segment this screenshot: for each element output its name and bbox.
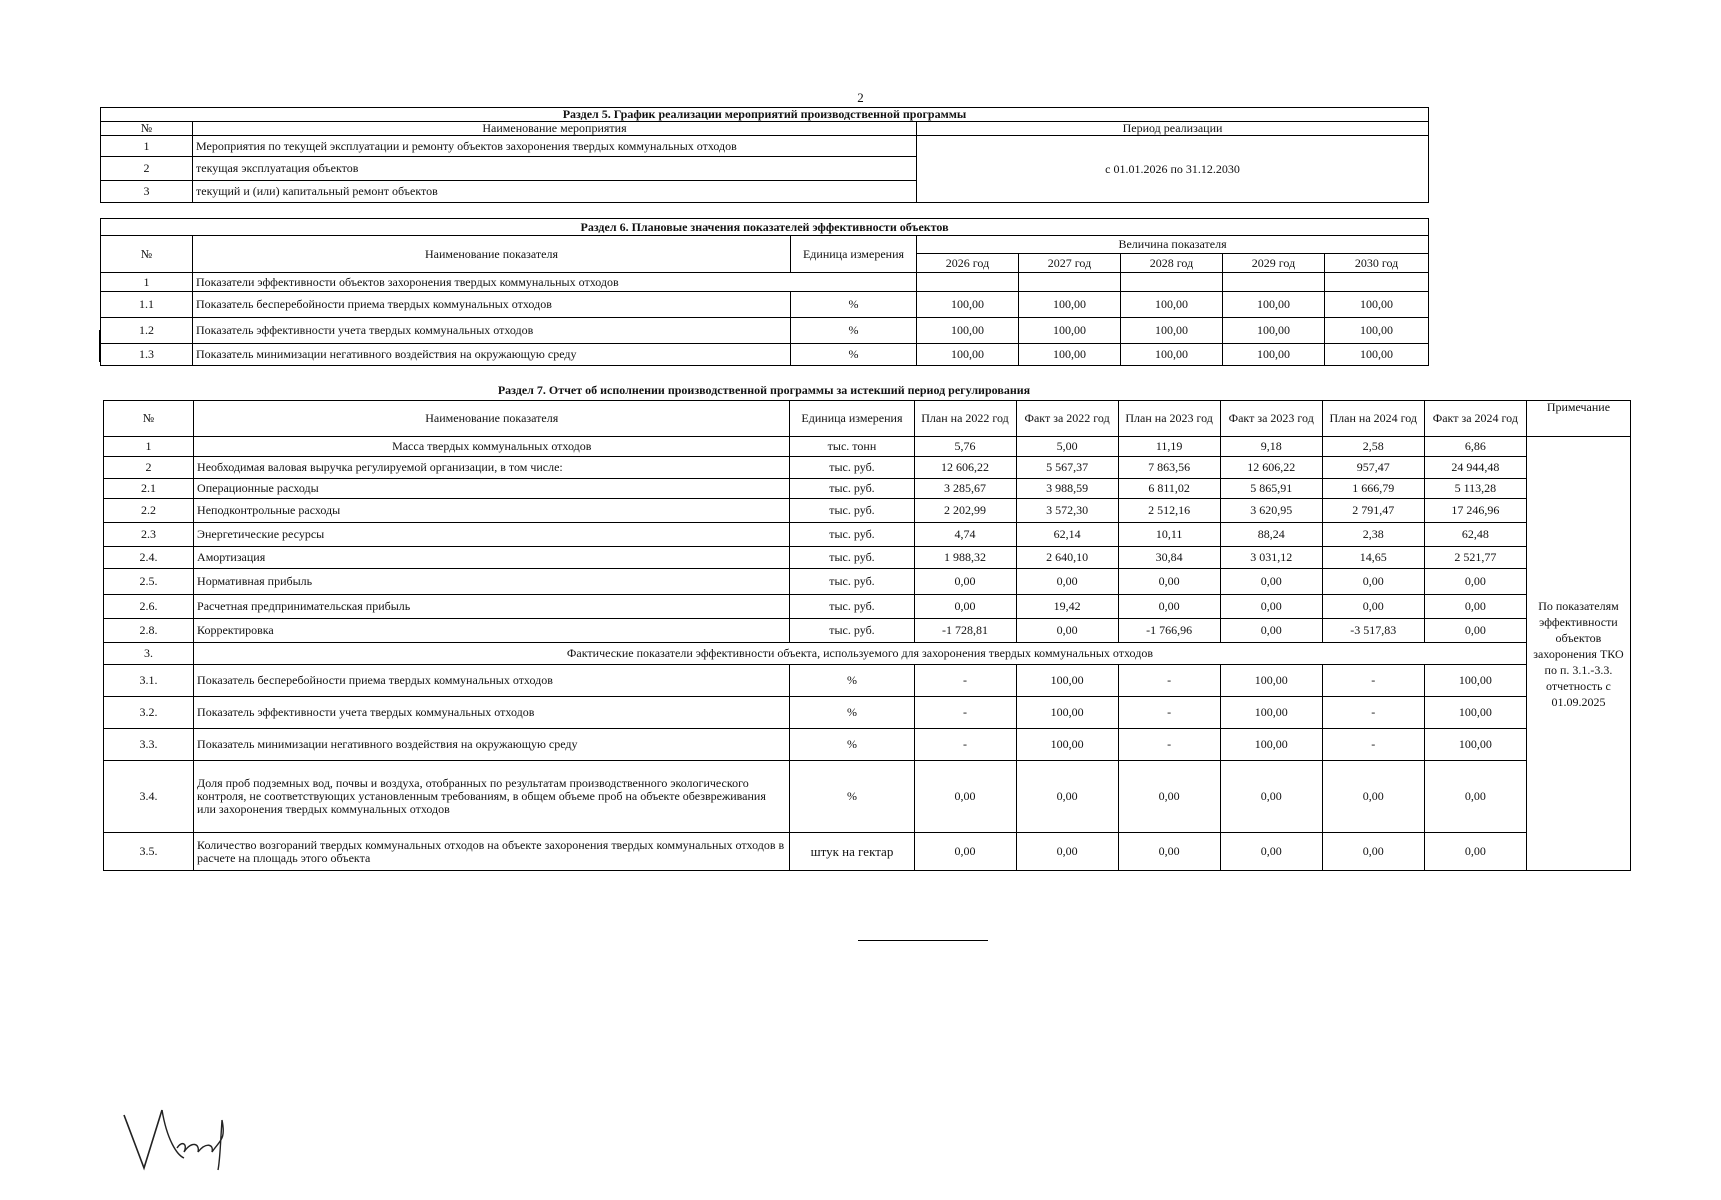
section7-value: - bbox=[914, 697, 1016, 729]
section7-value: -1 766,96 bbox=[1118, 619, 1220, 643]
section7-value: - bbox=[1118, 697, 1220, 729]
section7-value: 2 512,16 bbox=[1118, 499, 1220, 523]
section7-value: 0,00 bbox=[1016, 569, 1118, 595]
section7-value: 2 202,99 bbox=[914, 499, 1016, 523]
section7-value: 24 944,48 bbox=[1424, 457, 1526, 479]
section7-row-name: Показатель эффективности учета твердых коммунальных отходов bbox=[194, 697, 790, 729]
section6-value: 100,00 bbox=[1019, 292, 1121, 318]
section7-row bbox=[104, 547, 1631, 569]
section7-value: 0,00 bbox=[1016, 833, 1118, 871]
section7-value: 0,00 bbox=[1118, 833, 1220, 871]
section6-value: 100,00 bbox=[917, 344, 1019, 366]
section5-row-name: Мероприятия по текущей эксплуатации и ремонту объектов захоронения твердых коммунальных отходов bbox=[193, 136, 917, 157]
left-margin-mark bbox=[99, 330, 101, 362]
section7-value: 0,00 bbox=[1322, 833, 1424, 871]
section7-row bbox=[104, 569, 1631, 595]
section7-note: По показателям эффективности объектов захоронения ТКО по п. 3.1.-3.3. отчетность с 01.09.2025 bbox=[1526, 437, 1630, 871]
section5-row-num: 1 bbox=[101, 136, 193, 157]
section7-value: 19,42 bbox=[1016, 595, 1118, 619]
section6-header-year: 2026 год bbox=[917, 254, 1019, 273]
section7-row-num: 3.5. bbox=[104, 833, 194, 871]
section7-value: 4,74 bbox=[914, 523, 1016, 547]
section7-row-num: 2.6. bbox=[104, 595, 194, 619]
section7-row-unit: % bbox=[790, 761, 914, 833]
section6-value: 100,00 bbox=[917, 292, 1019, 318]
section7-value: 5 865,91 bbox=[1220, 479, 1322, 499]
section7-row-name: Масса твердых коммунальных отходов bbox=[194, 437, 790, 457]
section7-value: 0,00 bbox=[1424, 569, 1526, 595]
section7-row-unit: % bbox=[790, 697, 914, 729]
section7-value: 0,00 bbox=[914, 761, 1016, 833]
section6-row-num: 1.1 bbox=[101, 292, 193, 318]
end-rule bbox=[858, 940, 988, 941]
section7-row-name: Показатель бесперебойности приема твердых коммунальных отходов bbox=[194, 665, 790, 697]
section7-value: 0,00 bbox=[1220, 833, 1322, 871]
section7-value: 3 988,59 bbox=[1016, 479, 1118, 499]
section7-row-name: Корректировка bbox=[194, 619, 790, 643]
handwritten-signature bbox=[122, 1100, 252, 1180]
section7-value: 0,00 bbox=[1322, 595, 1424, 619]
section6-row-unit: % bbox=[791, 344, 917, 366]
section6-header-year: 2028 год bbox=[1121, 254, 1223, 273]
section6-header-year: 2027 год bbox=[1019, 254, 1121, 273]
section7-value: 100,00 bbox=[1016, 697, 1118, 729]
section7-row bbox=[104, 499, 1631, 523]
section7-row-name: Показатель минимизации негативного воздействия на окружающую среду bbox=[194, 729, 790, 761]
section7-row bbox=[104, 729, 1631, 761]
section6-row-name: Показатель эффективности учета твердых коммунальных отходов bbox=[193, 318, 791, 344]
section7-value: - bbox=[914, 665, 1016, 697]
section7-value: 6,86 bbox=[1424, 437, 1526, 457]
section7-value: 0,00 bbox=[1220, 569, 1322, 595]
section7-row-num: 2.8. bbox=[104, 619, 194, 643]
section7-row-name: Доля проб подземных вод, почвы и воздуха, отобранных по результатам производственного экологического контроля, не соответствующих установленным требованиям, в общем объеме проб на объекте обезвреживания или захоронения твердых коммунальных отходов bbox=[194, 761, 790, 833]
section7-value: 5,00 bbox=[1016, 437, 1118, 457]
section7-row-unit: тыс. руб. bbox=[790, 619, 914, 643]
section7-value: 100,00 bbox=[1016, 729, 1118, 761]
section6-header-year: 2030 год bbox=[1325, 254, 1429, 273]
section7-header-col: Факт за 2024 год bbox=[1424, 401, 1526, 437]
section5-row-name: текущая эксплуатация объектов bbox=[193, 157, 917, 181]
section7-value: 88,24 bbox=[1220, 523, 1322, 547]
section7-row-unit: тыс. руб. bbox=[790, 547, 914, 569]
section7-row-name: Необходимая валовая выручка регулируемой организации, в том числе: bbox=[194, 457, 790, 479]
section7-value: 2 791,47 bbox=[1322, 499, 1424, 523]
section7-group-row bbox=[104, 643, 1631, 665]
section7-row-num: 2.2 bbox=[104, 499, 194, 523]
section7-value: 100,00 bbox=[1220, 697, 1322, 729]
section6-header-name: Наименование показателя bbox=[193, 236, 791, 273]
section7-row bbox=[104, 437, 1631, 457]
section6-value: 100,00 bbox=[1325, 292, 1429, 318]
section7-row-name: Энергетические ресурсы bbox=[194, 523, 790, 547]
section7-value: 1 988,32 bbox=[914, 547, 1016, 569]
section7-row-unit: тыс. руб. bbox=[790, 457, 914, 479]
section7-row-num: 2.5. bbox=[104, 569, 194, 595]
section7-value: 100,00 bbox=[1016, 665, 1118, 697]
section7-value: 0,00 bbox=[914, 595, 1016, 619]
section7-value: 0,00 bbox=[1322, 569, 1424, 595]
section7-value: 0,00 bbox=[1424, 595, 1526, 619]
section6-value: 100,00 bbox=[1019, 344, 1121, 366]
section7-value: 62,14 bbox=[1016, 523, 1118, 547]
section7-header-col: План на 2024 год bbox=[1322, 401, 1424, 437]
section7-value: 0,00 bbox=[1118, 761, 1220, 833]
section7-row-unit: тыс. руб. bbox=[790, 499, 914, 523]
section7-value: 0,00 bbox=[1016, 761, 1118, 833]
section5-period: с 01.01.2026 по 31.12.2030 bbox=[917, 136, 1429, 203]
section7-value: 100,00 bbox=[1220, 729, 1322, 761]
section7-row-unit: % bbox=[790, 665, 914, 697]
section7-value: 0,00 bbox=[1322, 761, 1424, 833]
section7-value: 0,00 bbox=[1220, 619, 1322, 643]
section7-row-num: 3.4. bbox=[104, 761, 194, 833]
section7-row bbox=[104, 523, 1631, 547]
section7-row-num: 2.3 bbox=[104, 523, 194, 547]
section7-value: 0,00 bbox=[914, 569, 1016, 595]
section7-group-num: 3. bbox=[104, 643, 194, 665]
section7-row-name: Нормативная прибыль bbox=[194, 569, 790, 595]
section7-row-num: 1 bbox=[104, 437, 194, 457]
section7-value: -1 728,81 bbox=[914, 619, 1016, 643]
section7-value: - bbox=[914, 729, 1016, 761]
section6-header-value-group: Величина показателя bbox=[917, 236, 1429, 254]
section5-row-num: 3 bbox=[101, 181, 193, 203]
section7-value: -3 517,83 bbox=[1322, 619, 1424, 643]
section5-header-period: Период реализации bbox=[917, 122, 1429, 136]
section6-value: 100,00 bbox=[917, 318, 1019, 344]
section7-row-name: Количество возгораний твердых коммунальных отходов на объекте захоронения твердых коммунальных отходов в расчете на площадь этого объекта bbox=[194, 833, 790, 871]
section7-row-name: Расчетная предпринимательская прибыль bbox=[194, 595, 790, 619]
section7-value: - bbox=[1322, 665, 1424, 697]
section7-value: 2,38 bbox=[1322, 523, 1424, 547]
section7-value: 14,65 bbox=[1322, 547, 1424, 569]
section6-value: 100,00 bbox=[1223, 344, 1325, 366]
section5-table bbox=[100, 107, 1429, 203]
section7-value: 5,76 bbox=[914, 437, 1016, 457]
section7-value: 0,00 bbox=[1424, 761, 1526, 833]
section6-row-name: Показатель минимизации негативного воздействия на окружающую среду bbox=[193, 344, 791, 366]
section7-value: 3 620,95 bbox=[1220, 499, 1322, 523]
section7-value: 17 246,96 bbox=[1424, 499, 1526, 523]
section7-value: 0,00 bbox=[1220, 595, 1322, 619]
section7-value: - bbox=[1322, 697, 1424, 729]
section7-value: 0,00 bbox=[1220, 761, 1322, 833]
section7-value: 2,58 bbox=[1322, 437, 1424, 457]
section7-value: 6 811,02 bbox=[1118, 479, 1220, 499]
section7-value: 1 666,79 bbox=[1322, 479, 1424, 499]
section7-row-unit: тыс. руб. bbox=[790, 569, 914, 595]
section7-row-name: Неподконтрольные расходы bbox=[194, 499, 790, 523]
section6-header-unit: Единица измерения bbox=[791, 236, 917, 273]
section7-value: 7 863,56 bbox=[1118, 457, 1220, 479]
section7-value: 11,19 bbox=[1118, 437, 1220, 457]
section7-row-num: 2.1 bbox=[104, 479, 194, 499]
section7-value: - bbox=[1118, 665, 1220, 697]
section7-value: 9,18 bbox=[1220, 437, 1322, 457]
section7-row-unit: штук на гектар bbox=[790, 833, 914, 871]
section6-row-name: Показатель бесперебойности приема твердых коммунальных отходов bbox=[193, 292, 791, 318]
section6-row-num: 1.3 bbox=[101, 344, 193, 366]
section6-row-unit: % bbox=[791, 318, 917, 344]
section7-row-num: 2 bbox=[104, 457, 194, 479]
section7-value: 0,00 bbox=[1118, 569, 1220, 595]
section6-value: 100,00 bbox=[1019, 318, 1121, 344]
section7-value: 3 031,12 bbox=[1220, 547, 1322, 569]
section6-value: 100,00 bbox=[1325, 318, 1429, 344]
section7-header-col: Факт за 2023 год bbox=[1220, 401, 1322, 437]
section7-row bbox=[104, 665, 1631, 697]
section5-row-name: текущий и (или) капитальный ремонт объектов bbox=[193, 181, 917, 203]
section7-value: 12 606,22 bbox=[914, 457, 1016, 479]
section7-header-note: Примечание bbox=[1526, 401, 1630, 437]
section7-value: 0,00 bbox=[1118, 595, 1220, 619]
section7-row-unit: тыс. тонн bbox=[790, 437, 914, 457]
section6-value: 100,00 bbox=[1325, 344, 1429, 366]
section7-row-num: 2.4. bbox=[104, 547, 194, 569]
section7-value: - bbox=[1118, 729, 1220, 761]
page-number: 2 bbox=[857, 90, 864, 105]
section7-row bbox=[104, 697, 1631, 729]
section7-row bbox=[104, 833, 1631, 871]
section7-row bbox=[104, 761, 1631, 833]
section6-title: Раздел 6. Плановые значения показателей эффективности объектов bbox=[101, 219, 1429, 236]
section6-value: 100,00 bbox=[1121, 318, 1223, 344]
section7-value: 100,00 bbox=[1424, 729, 1526, 761]
section7-header-num: № bbox=[104, 401, 194, 437]
section7-value: 0,00 bbox=[1424, 619, 1526, 643]
section6-group-num: 1 bbox=[101, 273, 193, 292]
section7-row-num: 3.3. bbox=[104, 729, 194, 761]
section7-value: 12 606,22 bbox=[1220, 457, 1322, 479]
section7-value: 10,11 bbox=[1118, 523, 1220, 547]
section7-value: 957,47 bbox=[1322, 457, 1424, 479]
section7-header-col: План на 2022 год bbox=[914, 401, 1016, 437]
section7-value: 62,48 bbox=[1424, 523, 1526, 547]
section7-value: 5 567,37 bbox=[1016, 457, 1118, 479]
section7-header-col: Факт за 2022 год bbox=[1016, 401, 1118, 437]
section7-header-unit: Единица измерения bbox=[790, 401, 914, 437]
section7-table bbox=[103, 400, 1631, 871]
section6-value: 100,00 bbox=[1121, 292, 1223, 318]
section6-header-year: 2029 год bbox=[1223, 254, 1325, 273]
section6-header-num: № bbox=[101, 236, 193, 273]
section7-row bbox=[104, 479, 1631, 499]
section7-value: 3 572,30 bbox=[1016, 499, 1118, 523]
section5-title: Раздел 5. График реализации мероприятий производственной программы bbox=[101, 108, 1429, 122]
section6-value: 100,00 bbox=[1121, 344, 1223, 366]
section7-header-name: Наименование показателя bbox=[194, 401, 790, 437]
section6-row-unit: % bbox=[791, 292, 917, 318]
section7-title: Раздел 7. Отчет об исполнении производственной программы за истекший период регулирования bbox=[497, 383, 1031, 397]
section6-row-num: 1.2 bbox=[101, 318, 193, 344]
section7-group-name: Фактические показатели эффективности объекта, используемого для захоронения твердых коммунальных отходов bbox=[194, 643, 1527, 665]
section7-row-unit: % bbox=[790, 729, 914, 761]
section6-value: 100,00 bbox=[1223, 318, 1325, 344]
section7-value: 0,00 bbox=[1424, 833, 1526, 871]
section7-row bbox=[104, 619, 1631, 643]
section7-value: - bbox=[1322, 729, 1424, 761]
section6-value: 100,00 bbox=[1223, 292, 1325, 318]
section7-header-col: План на 2023 год bbox=[1118, 401, 1220, 437]
section7-row-unit: тыс. руб. bbox=[790, 523, 914, 547]
section5-header-num: № bbox=[101, 122, 193, 136]
section7-row bbox=[104, 457, 1631, 479]
section7-value: 30,84 bbox=[1118, 547, 1220, 569]
section7-row-name: Амортизация bbox=[194, 547, 790, 569]
section7-value: 2 640,10 bbox=[1016, 547, 1118, 569]
section7-value: 5 113,28 bbox=[1424, 479, 1526, 499]
section6-group-name: Показатели эффективности объектов захоронения твердых коммунальных отходов bbox=[193, 273, 917, 292]
section6-table bbox=[100, 218, 1429, 366]
section7-row-num: 3.1. bbox=[104, 665, 194, 697]
section7-row-unit: тыс. руб. bbox=[790, 479, 914, 499]
section7-value: 2 521,77 bbox=[1424, 547, 1526, 569]
section7-value: 100,00 bbox=[1424, 697, 1526, 729]
section7-row-num: 3.2. bbox=[104, 697, 194, 729]
section7-row bbox=[104, 595, 1631, 619]
section7-row-name: Операционные расходы bbox=[194, 479, 790, 499]
section7-row-unit: тыс. руб. bbox=[790, 595, 914, 619]
section7-value: 3 285,67 bbox=[914, 479, 1016, 499]
section7-value: 0,00 bbox=[914, 833, 1016, 871]
section7-value: 100,00 bbox=[1424, 665, 1526, 697]
section5-row-num: 2 bbox=[101, 157, 193, 181]
section7-value: 100,00 bbox=[1220, 665, 1322, 697]
section7-value: 0,00 bbox=[1016, 619, 1118, 643]
section5-header-name: Наименование мероприятия bbox=[193, 122, 917, 136]
